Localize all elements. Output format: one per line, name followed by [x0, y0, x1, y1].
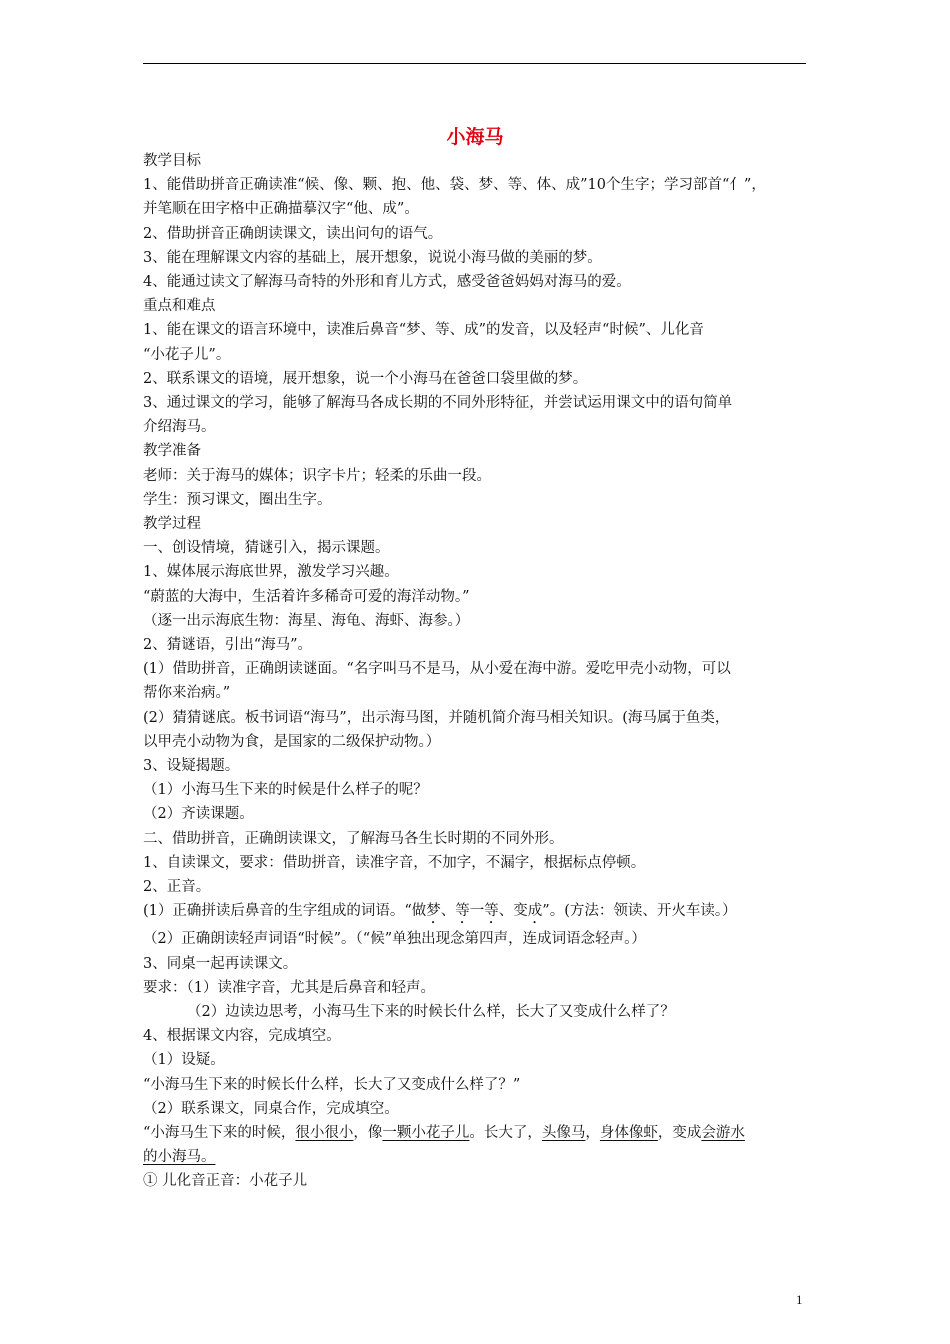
- fill-answer-continued: 的小海马。: [143, 1149, 216, 1166]
- text-line: 学生：预习课文，圈出生字。: [143, 491, 332, 508]
- text-line: “小花子儿”。: [143, 346, 231, 363]
- text-line: 1、自读课文，要求：借助拼音，读准字音，不加字，不漏字，根据标点停顿。: [143, 854, 646, 871]
- text-line: 1、媒体展示海底世界，激发学习兴趣。: [143, 564, 399, 581]
- heading-objectives: 教学目标: [143, 153, 201, 169]
- fill-in-line: [143, 1121, 815, 1145]
- heading-process: 教学过程: [143, 516, 201, 533]
- text-segment: 、: [440, 903, 456, 920]
- text-line: 3、能在理解课文内容的基础上，展开想象，说说小海马做的美丽的梦。: [143, 249, 602, 266]
- pronunciation-line: [143, 899, 815, 927]
- text-line: (1）借助拼音，正确朗读谜面。“名字叫马不是马，从小爱在海中游。爱吃甲壳小动物，可以: [143, 661, 731, 678]
- text-line: 1、能借助拼音正确读准“候、像、颗、抱、他、袋、梦、等、体、成”10个生字；学习部首“亻”，: [143, 177, 766, 194]
- text-line: （1）设疑。: [143, 1052, 225, 1069]
- document-body: [143, 149, 815, 1194]
- text-line: 帮你来治病。”: [143, 685, 231, 702]
- text-line: 以甲壳小动物为食，是国家的二级保护动物。）: [143, 733, 441, 750]
- page-title: 小海马: [446, 126, 504, 148]
- emphasis-char: 梦: [426, 903, 441, 920]
- text-line: 2、猜谜语，引出“海马”。: [143, 637, 313, 654]
- text-line: 老师：关于海马的媒体；识字卡片；轻柔的乐曲一段。: [143, 467, 491, 484]
- text-line: “小海马生下来的时候长什么样，长大了又变成什么样了？”: [143, 1076, 521, 1093]
- fill-answer: 会游水: [701, 1124, 745, 1141]
- text-line: （逐一出示海底生物：海星、海龟、海虾、海参。）: [143, 612, 470, 629]
- text-line: 2、正音。: [143, 879, 211, 896]
- text-line: （2）联系课文，同桌合作，完成填空。: [143, 1100, 399, 1117]
- text-segment: (1）正确拼读后鼻音的生字组成的词语。“做: [143, 903, 427, 920]
- text-segment: 。长大了，: [469, 1124, 542, 1141]
- text-line: 3、设疑揭题。: [143, 758, 240, 775]
- emphasis-char: 等: [484, 903, 499, 920]
- text-line: 4、根据课文内容，完成填空。: [143, 1028, 341, 1045]
- text-line: 3、通过课文的学习，能够了解海马各成长期的不同外形特征，并尝试运用课文中的语句简单: [143, 395, 733, 412]
- text-line: （2）齐读课题。: [143, 806, 254, 823]
- text-line: （2）正确朗读轻声词语“时候”。（“候”单独出现念第四声，连成词语念轻声。）: [143, 931, 646, 948]
- text-line: 要求：（1）读准字音，尤其是后鼻音和轻声。: [143, 979, 435, 996]
- text-line: 2、联系课文的语境，展开想象，说一个小海马在爸爸口袋里做的梦。: [143, 370, 588, 387]
- text-line: 3、同桌一起再读课文。: [143, 955, 298, 972]
- text-line: （1）小海马生下来的时候是什么样子的呢？: [143, 782, 428, 799]
- text-segment: ”。(方法：领读、开火车读。）: [542, 903, 737, 920]
- text-segment: ，: [585, 1124, 600, 1141]
- text-line: (2）猜猜谜底。板书词语“海马”，出示海马图，并随机简介海马相关知识。(海马属于鱼类，: [143, 709, 730, 726]
- heading-preparation: 教学准备: [143, 443, 201, 460]
- text-segment: 、变: [498, 903, 528, 920]
- text-line: 一、创设情境，猜谜引入，揭示课题。: [143, 540, 390, 557]
- emphasis-char: 等: [455, 903, 470, 920]
- fill-answer: 很小很小: [295, 1124, 354, 1141]
- text-line: 2、借助拼音正确朗读课文，读出问句的语气。: [143, 225, 443, 242]
- text-segment: ，像: [353, 1124, 383, 1141]
- fill-answer: 头像马: [541, 1124, 586, 1141]
- text-line: （2）边读边思考，小海马生下来的时候长什么样，长大了又变成什么样了？: [187, 1003, 675, 1020]
- heading-key-points: 重点和难点: [143, 298, 216, 315]
- fill-answer: 一颗小花子儿: [382, 1124, 470, 1141]
- emphasis-char: 成: [527, 903, 543, 920]
- text-line: 二、借助拼音，正确朗读课文，了解海马各生长时期的不同外形。: [143, 830, 564, 847]
- text-line: 介绍海马。: [143, 419, 216, 436]
- text-segment: ，变成: [657, 1124, 702, 1141]
- text-segment: “小海马生下来的时候，: [143, 1124, 296, 1141]
- fill-answer: 身体像虾: [599, 1124, 658, 1141]
- text-segment: 一: [469, 903, 485, 920]
- text-line: ① 儿化音正音：小花子儿: [143, 1173, 308, 1190]
- page-number: 1: [796, 1292, 803, 1307]
- text-line: “蔚蓝的大海中，生活着许多稀奇可爱的海洋动物。”: [143, 588, 470, 605]
- text-line: 1、能在课文的语言环境中，读准后鼻音“梦、等、成”的发音，以及轻声“时候”、儿化音: [143, 322, 704, 339]
- text-line: 4、能通过读文了解海马奇特的外形和育儿方式，感受爸爸妈妈对海马的爱。: [143, 274, 631, 291]
- header-rule: [143, 63, 806, 64]
- text-line: 并笔顺在田字格中正确描摹汉字“他、成”。: [143, 201, 419, 218]
